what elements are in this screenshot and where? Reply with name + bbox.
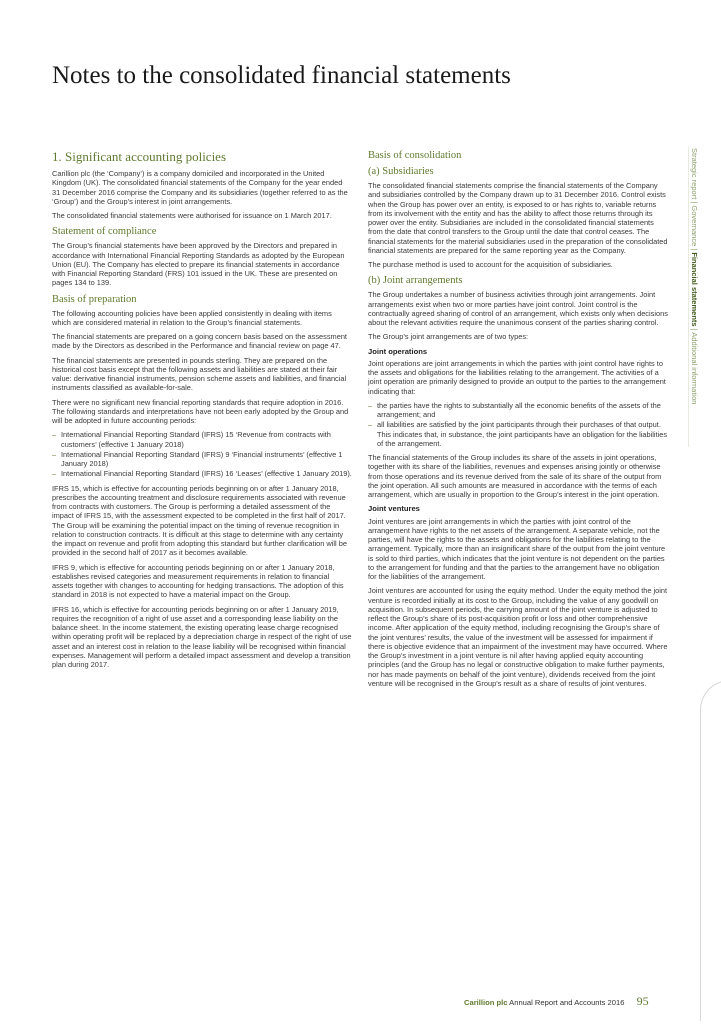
paragraph: The Group’s financial statements have been approved by the Directors and prepared in accordance with International Financial Reporting Standards as adopted by the European Union (EU). The Company has elected to prepare its financial statements in accordance with Financial Reporting Standard (FRS) 101 issued in the UK. These are presented on pages 134 to 139. <box>52 241 345 288</box>
heading-basis-of-preparation: Basis of preparation <box>52 293 137 305</box>
paragraph: The purchase method is used to account for the acquisition of subsidiaries. <box>368 260 613 269</box>
list-item: – International Financial Reporting Standard (IFRS) 16 ‘Leases’ (effective 1 January 2019). <box>52 469 352 478</box>
side-nav-divider <box>688 147 689 447</box>
list-item: – all liabilities are satisfied by the joint participants through their purchases of that output. This indicates that, in substance, the joint participants have an obligation for the liabilities of the arrangement. <box>368 420 668 448</box>
paragraph: The consolidated financial statements comprise the financial statements of the Company and subsidiaries controlled by the Company drawn up to 31 December 2016. Control exists when the Group has power over an entity, is exposed to or has rights to, variable returns from its involvement with the entity and has the ability to affect those returns through its power over the entity. Subsidiaries are included in the consolidated financial statements from the date that control transfers to the Group until the date that control ceases. The financial statements for the material subsidiaries used in the preparation of the consolidated financial statements are prepared for the same reporting year as the Company. <box>368 181 668 255</box>
heading-basis-of-consolidation: Basis of consolidation <box>368 150 462 161</box>
page-number: 95 <box>636 994 649 1008</box>
heading-subsidiaries: (a) Subsidiaries <box>368 166 434 177</box>
list-item: – International Financial Reporting Standard (IFRS) 9 ‘Financial instruments’ (effective 1 January 2018) <box>52 450 352 469</box>
side-nav-sections-after[interactable]: | Additional information <box>690 326 699 405</box>
joint-operation-conditions-list <box>368 401 668 448</box>
paragraph: The financial statements are prepared on a going concern basis based on the assessment made by the Directors as described in the Performance and financial review on page 47. <box>52 332 347 351</box>
side-nav-active-section[interactable]: Financial statements <box>690 252 699 327</box>
page-footer <box>464 994 649 1009</box>
paragraph: The Group’s joint arrangements are of two types: <box>368 332 529 342</box>
right-column <box>368 149 668 693</box>
heading-significant-accounting-policies: 1. Significant accounting policies <box>52 149 227 164</box>
paragraph: IFRS 9, which is effective for accounting periods beginning on or after 1 January 2018, establishes revised categories and measurement requirements in relation to financial assets together with changes to accounting for hedging transactions. The adoption of this standard in 2018 is not expected to have a material impact on the Group. <box>52 562 344 600</box>
paragraph: The consolidated financial statements were authorised for issuance on 1 March 2017. <box>52 211 332 220</box>
side-nav-sections-before[interactable]: Strategic report | Governance | <box>690 148 699 253</box>
heading-statement-of-compliance: Statement of compliance <box>52 226 157 238</box>
paragraph: IFRS 15, which is effective for accounting periods beginning on or after 1 January 2018, prescribes the accounting treatment and disclosure requirements associated with revenue from contracts with customers. The Group is performing a detailed assessment of the impact of IFRS 15, with the assessment expected to be completed in the first half of 2017. The Group will be examining the potential impact on the timing of revenue recognition in relation to construction contracts. It is difficult at this stage to determine with any certainty the impact on revenue and profit from adopting this standard but further clarification will be provided in the second half of 2017 as it becomes available. <box>52 483 347 558</box>
paragraph: The Group undertakes a number of business activities through joint arrangements. Joint arrangements exist when two or more parties have joint control. Joint control is the contractually agreed sharing of control of an arrangement, which exists only when decisions about the relevant activities require the unanimous consent of the parties sharing control. <box>368 290 668 327</box>
list-item: – International Financial Reporting Standard (IFRS) 15 ‘Revenue from contracts with customers’ (effective 1 January 2018) <box>52 430 352 449</box>
left-column <box>52 149 352 674</box>
footer-report-title: Annual Report and Accounts 2016 <box>509 998 625 1007</box>
list-item: – the parties have the rights to substantially all the economic benefits of the assets of the arrangement; and <box>368 401 668 420</box>
paragraph: IFRS 16, which is effective for accounting periods beginning on or after 1 January 2019, requires the recognition of a right of use asset and a corresponding lease liability on the balance sheet. In the income statement, the existing operating lease charge recognised within operating profit will be replaced by a depreciation charge in respect of the right of use asset and an interest cost in relation to the lease liability will be recognised within financial expenses. Management will perform a detailed impact assessment and develop a transition plan during 2017. <box>52 604 352 669</box>
decorative-curve <box>700 680 721 1021</box>
paragraph: There were no significant new financial reporting standards that require adoption in 2016. The following standards and interpretations have not been early adopted by the Group and will be adopted in future accounting periods: <box>52 397 349 425</box>
paragraph: Joint operations are joint arrangements in which the parties with joint control have rights to the assets and obligations for the liabilities relating to the arrangement. The activities of a joint operation are primarily designed to provide an output to the parties to the arrangement indicating that: <box>368 358 666 396</box>
paragraph: The following accounting policies have been applied consistently in dealing with items which are considered material in relation to the Group’s financial statements. <box>52 308 332 327</box>
heading-joint-ventures: Joint ventures <box>368 504 420 514</box>
footer-company: Carillion plc <box>464 998 508 1007</box>
page-title: Notes to the consolidated financial statements <box>52 62 511 89</box>
side-nav[interactable] <box>690 148 699 404</box>
paragraph: Joint ventures are accounted for using the equity method. Under the equity method the joint venture is recorded initially at its cost to the Group, including the value of any goodwill on acquisition. In subsequent periods, the carrying amount of the joint venture is adjusted to reflect the Group’s share of its post-acquisition profit or loss and other comprehensive income. After application of the equity method, including recognising the Group’s share of the joint ventures’ results, the value of the investment will be assessed for impairment if there is objective evidence that an impairment of the investment may have occurred. Where the Group’s investment in a joint venture is nil after having applied equity accounting principles (and the Group has no legal or constructive obligation to make further payments, nor has made payments on behalf of the joint venture), dividends received from the joint venture will be recognised in the Group’s result as a share of results of joint ventures. <box>368 586 668 688</box>
paragraph: The financial statements are presented in pounds sterling. They are prepared on the historical cost basis except that the following assets and liabilities are stated at their fair value: derivative financial instruments, pension scheme assets and liabilities, and financial instruments classified as available-for-sale. <box>52 355 347 393</box>
paragraph: Carillion plc (the ‘Company’) is a company domiciled and incorporated in the United Kingdom (UK). The consolidated financial statements of the Company for the year ended 31 December 2016 comprise the Company and its subsidiaries (together referred to as the ‘Group’) and the Group’s interest in joint arrangements. <box>52 169 348 206</box>
heading-joint-operations: Joint operations <box>368 346 428 356</box>
paragraph: The financial statements of the Group includes its share of the assets in joint operations, together with its share of the liabilities, revenues and expenses arising jointly or otherwise from those operations and its revenue derived from the sale of its share of the output from the joint operation. All such amounts are measured in accordance with the terms of each arrangement, which are usually in proportion to the Group’s interest in the joint operation. <box>368 453 662 499</box>
paragraph: Joint ventures are joint arrangements in which the parties with joint control of the arrangement have rights to the net assets of the arrangement. A separate vehicle, not the parties, will have the rights to the assets and obligations for the liabilities relating to the arrangement. Typically, more than an insignificant share of the output from the joint venture is sold to third parties, which indicates that the joint venture is not dependent on the parties to the arrangement for funding and that the parties to the arrangement have no obligation for the liabilities of the arrangement. <box>368 516 666 581</box>
heading-joint-arrangements: (b) Joint arrangements <box>368 275 463 287</box>
standards-list <box>52 430 352 478</box>
